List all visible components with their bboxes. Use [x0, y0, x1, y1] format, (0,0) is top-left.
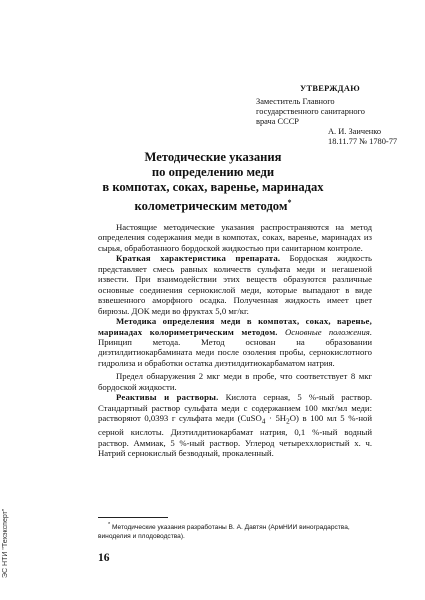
footnote-mark: *	[108, 522, 111, 528]
title-line: в компотах, соках, варенье, маринадах	[102, 180, 324, 194]
approval-signer: А. И. Заиченко	[328, 127, 382, 136]
footnote-divider	[98, 517, 168, 518]
method-subheading: Основные положения.	[277, 326, 372, 337]
reagents-heading: Реактивы и растворы.	[116, 392, 219, 403]
reagents-paragraph: Реактивы и растворы. Кислота серная, 5 %-ный раствор. Стандартный раствор сульфата меди с содержанием 100 мкг/мл меди: растворяют 0,0393 г сульфата меди (CuSO$_4$ · $5H_2O$) в 100 мл 5 %-ной серной кислоты. Диэтилдитиокарбамат натрия, 0,1 %-ный водный раствор. Аммиак, 5 %-ный раствор. Углерод четыреххлористый х. ч. Натрий сернокислый безводный, прокаленный.	[98, 392, 372, 459]
title-line: по определению меди	[151, 165, 275, 179]
footnote-text: Методические указания разработаны В. А. Давтян (АрмНИИ виноградарства, виноделия и плодоводства).	[98, 524, 350, 540]
approval-line: Заместитель Главного	[256, 97, 335, 106]
document-body	[98, 222, 372, 459]
side-stamp: ЭС НТИ "Техэксперт"	[2, 508, 9, 578]
footnote	[98, 521, 374, 541]
approval-line: государственного санитарного	[256, 107, 365, 116]
approval-heading: УТВЕРЖДАЮ	[300, 84, 360, 93]
page-number: 16	[98, 552, 110, 564]
intro-paragraph: Настоящие методические указания распространяются на метод определения содержания меди в компотах, соках, варенье, маринадах из сырья, обработанного бордоской жидкостью при санитарном контроле.	[98, 222, 372, 253]
title-line: Методические указания	[144, 150, 282, 164]
preparation-heading: Краткая характеристика препарата.	[116, 253, 281, 264]
preparation-paragraph: Краткая характеристика препарата. Бордоская жидкость представляет смесь равных количеств сульфата меди и негашеной извести. При взаимодействии этих веществ образуются различные основные соединения сернокислой меди, которые выпадают в виде взвешенного аморфного осадка. Полученная жидкость имеет цвет бирюзы. ДОК меди во фруктах 5,0 мг/кг.	[98, 253, 372, 316]
method-heading: Методика определения меди в компотах, соках, варенье, маринадах колориметрическим методом.	[98, 316, 372, 337]
limit-paragraph: Предел обнаружения 2 мкг меди в пробе, что соответствует 8 мкг бордоской жидкости.	[98, 371, 372, 392]
title-line: колометрическим методом*	[134, 198, 292, 214]
approval-block	[256, 84, 416, 147]
document-title	[98, 150, 328, 214]
footnote-mark: *	[287, 198, 292, 207]
method-paragraph: Методика определения меди в компотах, соках, варенье, маринадах колориметрическим методом. Основные положения. Принцип метода. Метод основан на образовании диэтилдитиокарбамината меди после озоления пробы, сернокислотного гидролиза и обработки остатка диэтилдитиокарбаматом натрия.	[98, 316, 372, 368]
approval-line: врача СССР	[256, 117, 299, 126]
approval-date-number: 18.11.77 № 1780-77	[328, 137, 398, 146]
